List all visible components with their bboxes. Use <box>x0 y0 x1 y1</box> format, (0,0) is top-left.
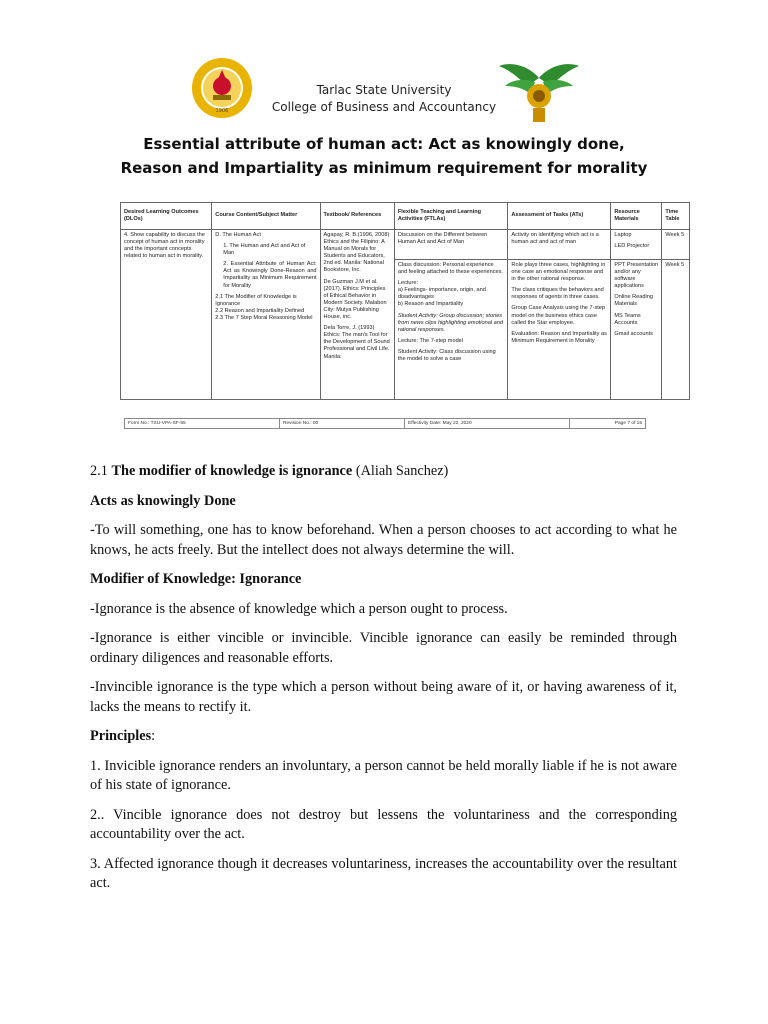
ftla-item: Student Activity: Class discussion using the model to solve a case <box>397 348 496 363</box>
column-header: Time Table <box>662 203 690 230</box>
list-item: 2.. Vincible ignorance does not destroy but lessens the voluntariness and the corresponding accountability over the act. <box>90 806 677 842</box>
content-item: 2.2 Reason and Impartiality Defined <box>215 307 305 314</box>
subheading: Principles <box>90 728 152 744</box>
ftla-item: b) Reason and Impartiality <box>397 301 464 308</box>
content-item: 2.3 The 7 Step Moral Reasoning Model <box>215 314 313 321</box>
college-winged-logo <box>497 56 581 126</box>
principles-heading <box>90 727 677 747</box>
column-header: Assessment of Tasks (ATs) <box>508 203 611 230</box>
document-body <box>90 462 677 904</box>
section-title: The modifier of knowledge is ignorance <box>111 463 353 479</box>
resources-cell <box>611 260 662 400</box>
ftla-item: Student Activity: Group discussion; stories from news clips highlighting emotional and rational responses. <box>397 312 503 333</box>
form-footer <box>124 418 646 429</box>
resource-item: Gmail accounts <box>614 330 653 337</box>
assessment-item: Role plays three cases, highlighting in one case an emotional response and in the other rational response. <box>511 262 606 283</box>
list-item: 1. Invicible ignorance renders an involuntary, a person cannot be held morally liable if he is not aware of his state of ignorance. <box>90 757 677 793</box>
column-header: Desired Learning Outcomes (DLOs) <box>121 203 212 230</box>
paragraph: -To will something, one has to know beforehand. When a person chooses to act according to what he knows, he acts freely. But the intellect does not always determine the will. <box>90 522 677 558</box>
paragraph: -Invincible ignorance is the type which a person without being aware of it, or having awareness of it, lacks the means to rectify it. <box>90 679 677 715</box>
learning-plan-table <box>120 202 690 400</box>
content-cell <box>212 230 320 400</box>
effectivity-date: Effectivity Date: May 22, 2020 <box>405 419 570 428</box>
column-header: Resource Materials <box>611 203 662 230</box>
assessment-item: Group Case Analysis using the 7-step model on the business ethics case called the Star employee. <box>511 305 606 326</box>
seal-year: 1906 <box>215 108 229 114</box>
section-number: 2.1 <box>90 463 112 479</box>
content-item: 2. Essential Attribute of Human Act: Act as Knowingly Done-Reason and Impartiality as Minimum Requirement for Morality <box>223 261 317 289</box>
section-author: (Aliah Sanchez) <box>352 463 449 479</box>
timetable-cell: Week 5 <box>662 260 690 400</box>
paragraph: -Ignorance is either vincible or invincible. Vincible ignorance can easily be reminded through ordinary diligences and reasonable efforts. <box>90 630 677 666</box>
page-number: Page 7 of 15 <box>614 421 642 426</box>
document-title: Essential attribute of human act: Act as knowingly done, Reason and Impartiality as minimum requirement for morality <box>120 135 648 177</box>
resource-item: Online Reading Materials <box>614 294 653 308</box>
reference-item: De Guzman J.M et al. (2017). Ethics: Principles of Ethical Behavior in Modern Society. Malabon City: Mutya Publishing House, inc. <box>323 278 387 321</box>
section-heading <box>90 462 677 482</box>
assessment-cell <box>508 260 611 400</box>
ftla-item: Lecture: <box>397 280 419 287</box>
paragraph: -Ignorance is the absence of knowledge which a person ought to process. <box>90 600 508 617</box>
revision-number: Revision No.: 00 <box>280 419 405 428</box>
dlo-cell: 4. Show capability to discuss the concept of human act in morality and the important concepts related to human act in morality. <box>121 230 212 400</box>
subheading: Modifier of Knowledge: Ignorance <box>90 571 302 587</box>
ftla-item: a) Feelings- importance, origin, and disadvantages <box>397 287 486 301</box>
document-header <box>0 52 768 124</box>
resource-item: PPT Presentation and/or any software applications <box>614 262 659 290</box>
ftla-cell <box>394 260 508 400</box>
heading-colon: : <box>151 728 156 744</box>
references-cell <box>320 230 394 400</box>
subheading: Acts as knowingly Done <box>90 492 236 509</box>
list-item: 3. Affected ignorance though it decreases voluntariness, increases the accountability over the resultant act. <box>90 855 677 891</box>
resources-cell <box>611 230 662 260</box>
column-header: Textbook/ References <box>320 203 394 230</box>
university-name: Tarlac State University <box>316 83 452 97</box>
assessment-item: Evaluation: Reason and Impartiality as Minimum Requirement in Morality <box>511 330 607 344</box>
timetable-cell: Week 5 <box>662 230 690 260</box>
content-item: D. The Human Act <box>215 232 261 238</box>
table-row <box>121 230 690 260</box>
ftla-cell: Discussion on the Different between Human Act and Act of Man <box>394 230 508 260</box>
resource-item: Laptop <box>614 232 632 238</box>
ftla-item: Class discussion: Personal experience and feeling attached to these experiences. <box>397 262 503 276</box>
reference-item: Dela Torre, J. (1993) Ethics: The man's Tool for the Development of Sound Professional and Civil Life. Manila: <box>323 325 390 360</box>
ftla-item: Lecture: The 7-step model <box>397 337 464 344</box>
column-header: Course Content/Subject Matter <box>212 203 320 230</box>
assessment-item: The class critiques the behaviors and responses of agents in three cases. <box>511 287 604 301</box>
institution-name <box>0 82 768 116</box>
assessment-cell: Activity on identifying which act is a human act and act of man <box>508 230 611 260</box>
college-name: College of Business and Accountancy <box>271 100 497 114</box>
resource-item: MS Teams Accounts <box>614 312 641 326</box>
reference-item: Agapay, R. B.(1996, 2008) Ethics and the Filipino: A Manual on Morals for Students and Educators, 2nd ed. Manila: National Bookstore, Inc. <box>323 232 390 274</box>
resource-item: LED Projector <box>614 243 650 250</box>
table-header-row <box>121 203 690 230</box>
content-item: 2.1 The Modifier of Knowledge is Ignorance <box>215 293 297 307</box>
form-number: Form No.: TSU-VPA-SF-55 <box>125 419 280 428</box>
column-header: Flexible Teaching and Learning Activities (FTLAs) <box>394 203 508 230</box>
content-item: 1. The Human and Act and Act of Man <box>223 243 306 257</box>
